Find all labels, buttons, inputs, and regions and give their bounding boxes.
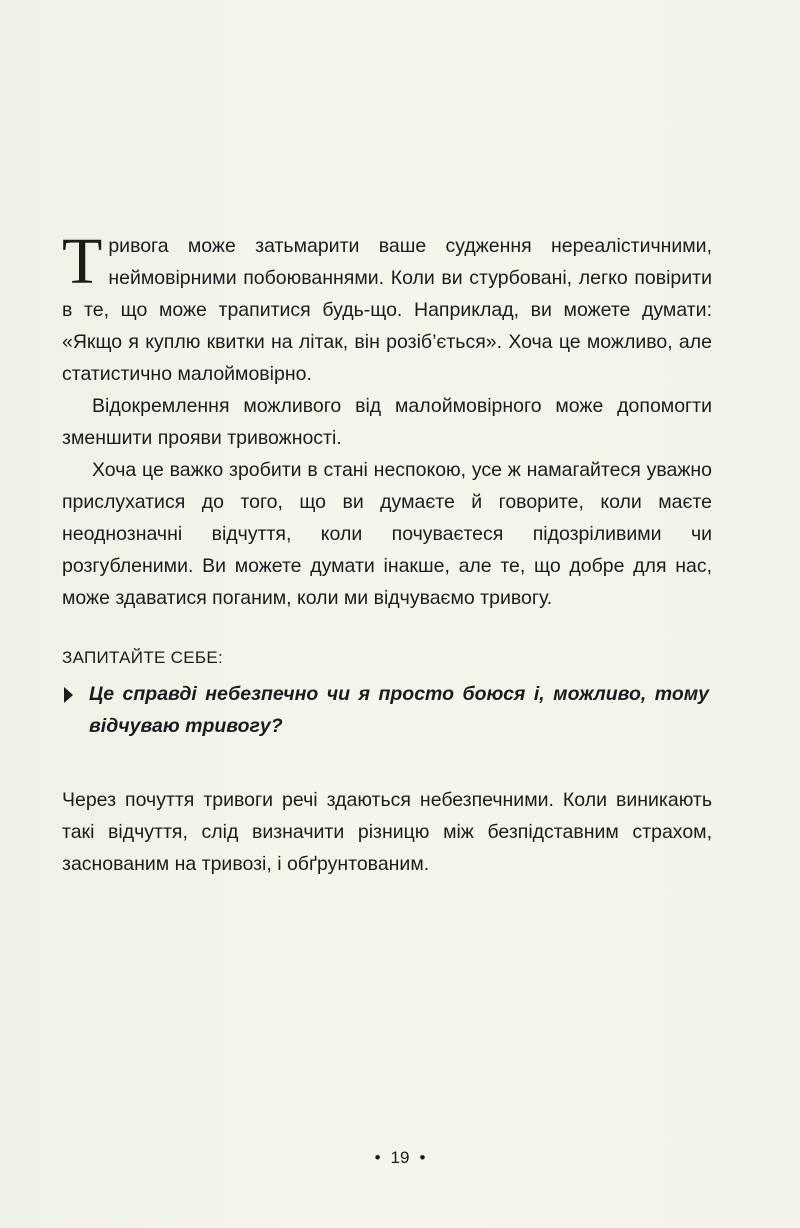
question-block xyxy=(62,678,712,742)
bullet-right-icon: • xyxy=(419,1148,426,1167)
paragraph-4: Через почуття тривоги речі здаються небезпечними. Коли виникають такі відчуття, слід визначити різницю між безпідставним страхом, заснованим на тривозі, і обґрунтованим. xyxy=(62,789,712,875)
page-footer xyxy=(0,1148,800,1168)
drop-cap: Т xyxy=(62,225,103,298)
question-text: Це справді небезпечно чи я просто боюся і, можливо, тому відчуваю тривогу? xyxy=(89,683,709,737)
page-body xyxy=(62,225,712,880)
paragraph-1-text: ривога може затьмарити ваше судження нереалістичними, неймовірними побоюваннями. Коли ви стурбовані, легко повірити в те, що може трапитися будь-що. Наприклад, ви можете думати: «Якщо я куплю квитки на літак, він розіб’ється». Хоча це можливо, але статистично малоймовірно. xyxy=(62,235,712,385)
paragraph-3: Хоча це важко зробити в стані неспокою, усе ж намагайтеся уважно прислухатися до того, що ви думаєте й говорите, коли маєте неоднозначні відчуття, коли почуваєтеся підозріливими чи розгубленими. Ви можете думати інакше, але те, що добре для нас, може здаватися поганим, коли ми відчуваємо тривогу. xyxy=(62,459,712,609)
triangle-bullet-icon xyxy=(64,687,73,703)
paragraph-2: Відокремлення можливого від малоймовірного може допомогти зменшити прояви тривожності. xyxy=(62,395,712,449)
page-number: 19 xyxy=(390,1148,410,1167)
ask-yourself-label: ЗАПИТАЙТЕ СЕБЕ: xyxy=(62,648,224,667)
bullet-left-icon: • xyxy=(374,1148,381,1167)
paragraph-1 xyxy=(62,225,712,390)
